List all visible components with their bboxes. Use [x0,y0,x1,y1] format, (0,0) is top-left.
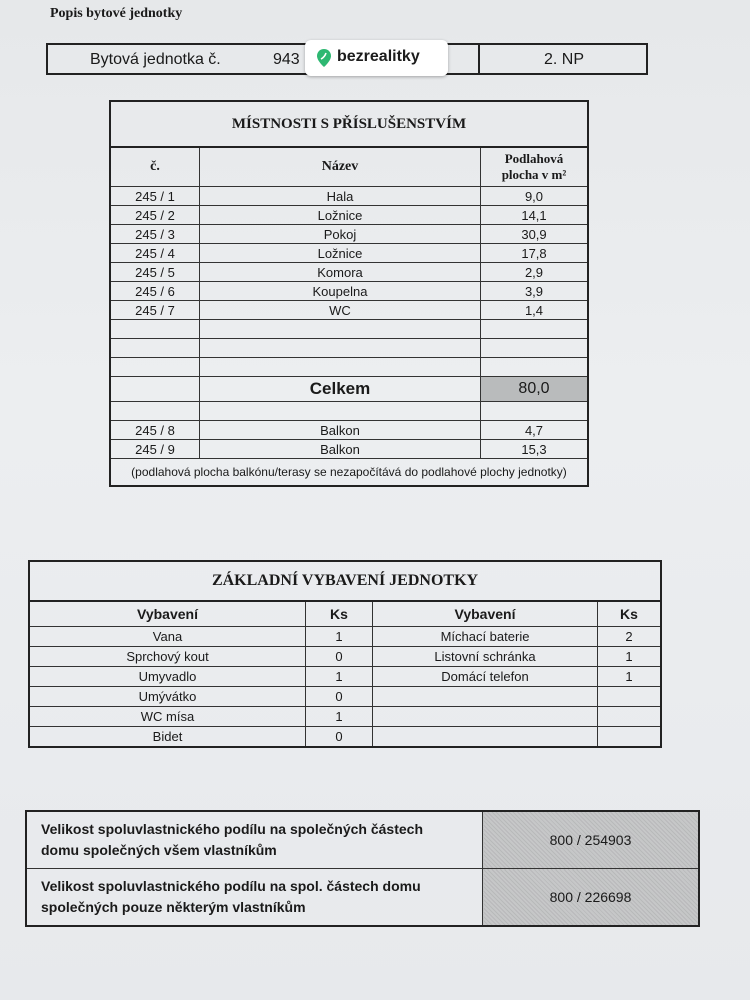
total-value: 80,0 [481,377,589,402]
equipment-item: Umývátko [29,687,306,707]
equipment-item: Bidet [29,727,306,748]
equipment-item: Sprchový kout [29,647,306,667]
watermark-text: bezrealitky [337,48,420,65]
empty-row [110,339,588,358]
equipment-count: 1 [598,647,662,667]
balcony-number: 245 / 9 [110,440,200,459]
equipment-item [373,727,598,748]
table-row [29,647,661,667]
room-name: Komora [200,263,481,282]
room-name: WC [200,301,481,320]
equipment-col-item-left: Vybavení [29,601,306,627]
room-name: Pokoj [200,225,481,244]
equipment-count: 2 [598,627,662,647]
room-name: Koupelna [200,282,481,301]
room-name: Ložnice [200,244,481,263]
room-area: 3,9 [481,282,589,301]
room-number: 245 / 3 [110,225,200,244]
table-row [26,869,699,927]
share-label-line1: Velikost spoluvlastnického podílu na spol. částech domu [41,878,421,894]
equipment-table [28,560,662,748]
equipment-count: 0 [306,687,373,707]
equipment-table-title: ZÁKLADNÍ VYBAVENÍ JEDNOTKY [29,561,661,601]
table-row [110,206,588,225]
table-row [110,263,588,282]
equipment-item [373,687,598,707]
table-row [110,244,588,263]
balcony-area: 4,7 [481,421,589,440]
room-number: 245 / 6 [110,282,200,301]
share-label [26,869,483,927]
equipment-col-item-right: Vybavení [373,601,598,627]
equipment-count: 1 [306,707,373,727]
share-value: 800 / 254903 [483,811,700,869]
rooms-col-name: Název [200,147,481,187]
room-number: 245 / 1 [110,187,200,206]
equipment-item: Míchací baterie [373,627,598,647]
balcony-number: 245 / 8 [110,421,200,440]
table-row [29,687,661,707]
equipment-item: Domácí telefon [373,667,598,687]
room-number: 245 / 7 [110,301,200,320]
unit-box-divider [478,45,480,73]
share-label-line2: domu společných všem vlastníkům [41,842,277,858]
equipment-count [598,727,662,748]
room-area: 14,1 [481,206,589,225]
share-label [26,811,483,869]
bezrealitky-watermark [305,40,448,76]
share-label-line2: společných pouze některým vlastníkům [41,899,306,915]
table-row [110,421,588,440]
ownership-share-table [25,810,700,927]
table-row [110,225,588,244]
rooms-col-area-line2: plocha v m² [501,167,567,182]
table-row [29,727,661,748]
equipment-item [373,707,598,727]
table-row [29,667,661,687]
equipment-col-count-left: Ks [306,601,373,627]
balcony-note: (podlahová plocha balkónu/terasy se nezapočítává do podlahové plochy jednotky) [110,459,588,487]
equipment-item: WC mísa [29,707,306,727]
table-row [110,282,588,301]
equipment-count [598,687,662,707]
equipment-count: 0 [306,727,373,748]
unit-number: 943 [273,51,300,68]
total-row [110,377,588,402]
share-label-line1: Velikost spoluvlastnického podílu na společných částech [41,821,424,837]
location-pin-icon [317,49,331,67]
rooms-table-title: MÍSTNOSTI S PŘÍSLUŠENSTVÍM [110,101,588,147]
table-row [26,811,699,869]
room-area: 17,8 [481,244,589,263]
room-area: 30,9 [481,225,589,244]
table-row [29,707,661,727]
share-value: 800 / 226698 [483,869,700,927]
room-number: 245 / 5 [110,263,200,282]
room-area: 9,0 [481,187,589,206]
equipment-count: 0 [306,647,373,667]
room-name: Ložnice [200,206,481,225]
balcony-area: 15,3 [481,440,589,459]
rooms-col-area [481,147,589,187]
equipment-item: Vana [29,627,306,647]
table-row [110,440,588,459]
equipment-count [598,707,662,727]
equipment-count: 1 [306,627,373,647]
floor-label: 2. NP [544,51,585,68]
empty-row [110,402,588,421]
equipment-col-count-right: Ks [598,601,662,627]
room-number: 245 / 4 [110,244,200,263]
table-row [110,187,588,206]
total-label: Celkem [200,377,481,402]
room-area: 1,4 [481,301,589,320]
rooms-col-number: č. [110,147,200,187]
equipment-count: 1 [598,667,662,687]
room-name: Hala [200,187,481,206]
table-row [110,301,588,320]
equipment-item: Listovní schránka [373,647,598,667]
empty-row [110,358,588,377]
room-area: 2,9 [481,263,589,282]
balcony-name: Balkon [200,421,481,440]
rooms-table [109,100,589,487]
equipment-item: Umyvadlo [29,667,306,687]
equipment-count: 1 [306,667,373,687]
room-number: 245 / 2 [110,206,200,225]
rooms-col-area-line1: Podlahová [504,151,564,166]
empty-row [110,320,588,339]
table-row [29,627,661,647]
document-heading: Popis bytové jednotky [50,6,183,21]
unit-label: Bytová jednotka č. [90,51,221,68]
balcony-name: Balkon [200,440,481,459]
